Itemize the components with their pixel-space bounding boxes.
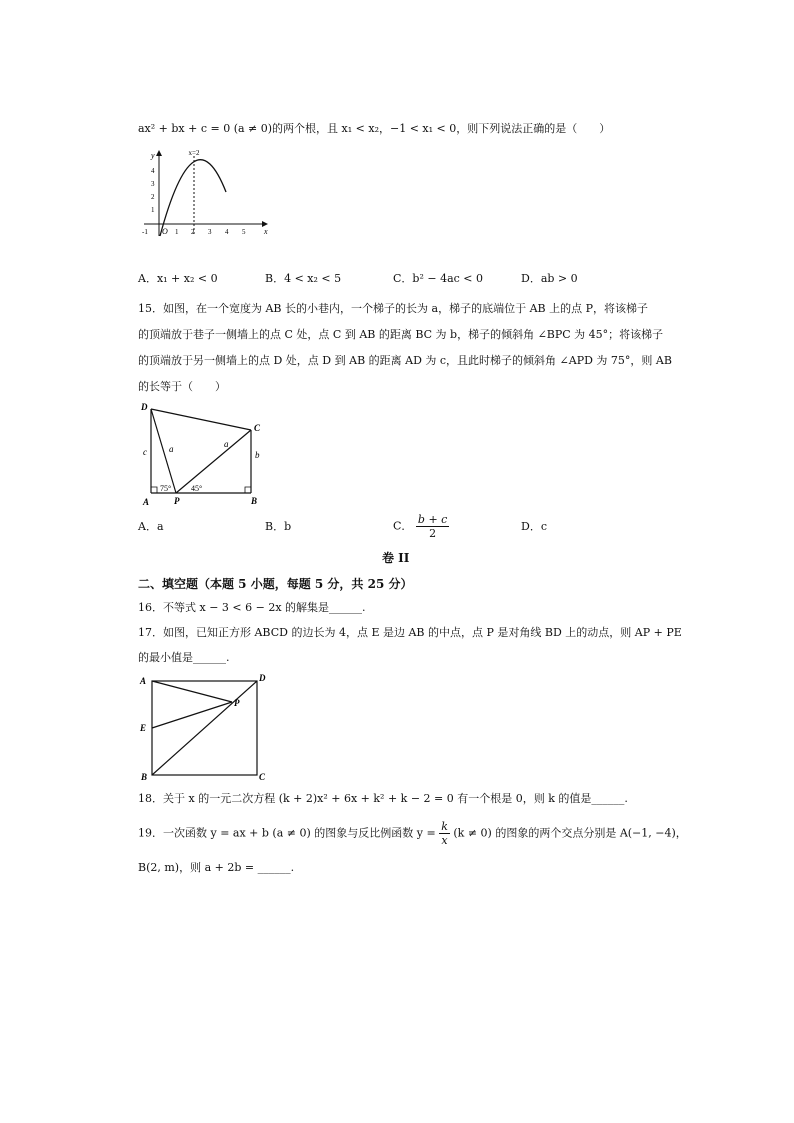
q14-y-label: y — [151, 151, 155, 160]
q15-label-d: D — [141, 402, 148, 412]
q15-option-a: A．a — [138, 520, 164, 533]
q14-x-tick: 1 — [175, 228, 179, 236]
q14-parabola-graph — [140, 148, 270, 238]
q14-origin-label: O — [162, 227, 168, 236]
q19-fraction-numerator: k — [441, 820, 448, 833]
q15-line-1: 15．如图，在一个宽度为 AB 长的小巷内，一个梯子的长为 a，梯子的底端位于 AB 上的点 P，将该梯子 — [138, 302, 648, 315]
q17-label-a: A — [140, 676, 147, 686]
q17-square-figure — [138, 672, 273, 782]
q14-y-tick: 3 — [151, 180, 155, 188]
q14-x-tick: 3 — [208, 228, 212, 236]
q15-ladder-figure — [138, 402, 278, 507]
q14-axis-line-label: x=2 — [188, 149, 200, 157]
q14-x-tick: 5 — [242, 228, 246, 236]
q17-label-d: D — [259, 673, 266, 683]
q15-angle-75: 75° — [160, 484, 172, 493]
q17-label-c: C — [259, 772, 266, 782]
q19-line-1 — [138, 820, 687, 847]
q14-option-a: A．x₁ + x₂ < 0 — [138, 272, 218, 285]
q14-y-tick: 2 — [151, 193, 155, 201]
q19-fraction — [439, 820, 450, 847]
q14-option-b: B．4 < x₂ < 5 — [265, 272, 342, 285]
q14-y-tick: 4 — [151, 167, 155, 175]
section-heading: 二、填空题（本题 5 小题，每题 5 分，共 25 分） — [138, 577, 413, 591]
q15-label-c: C — [254, 423, 261, 433]
q14-x-label: x — [264, 227, 268, 236]
q15-label-a: A — [143, 497, 150, 507]
q15-option-c-fraction — [416, 513, 449, 540]
q14-option-c: C．b² − 4ac < 0 — [393, 272, 484, 285]
q15-label-a-right: a — [224, 439, 229, 449]
q17-line-1: 17．如图，已知正方形 ABCD 的边长为 4，点 E 是边 AB 的中点，点 P 是对角线 BD 上的动点，则 AP + PE — [138, 626, 682, 639]
q17-label-b: B — [141, 772, 148, 782]
q15-angle-45: 45° — [191, 484, 203, 493]
q19-line-1-part-a: 19．一次函数 y = ax + b (a ≠ 0) 的图象与反比例函数 y = — [138, 826, 436, 840]
volume-title: 卷 II — [382, 551, 410, 565]
q15-label-c-side: c — [143, 447, 147, 457]
q19-line-1-part-b: (k ≠ 0) 的图象的两个交点分别是 A(−1, −4)， — [453, 826, 687, 840]
q14-x-tick: 2 — [191, 228, 195, 236]
q15-option-b: B．b — [265, 520, 292, 533]
q14-x-tick: -1 — [142, 228, 148, 236]
q15-line-3: 的顶端放于另一侧墙上的点 D 处，点 D 到 AB 的距离 AD 为 c，且此时梯子的倾斜角 ∠APD 为 75°，则 AB — [138, 354, 672, 367]
q19-fraction-denominator: x — [441, 834, 448, 847]
q15-label-a-left: a — [169, 444, 174, 454]
q14-x-tick: 4 — [225, 228, 229, 236]
q15-label-b-side: b — [255, 450, 260, 460]
q19-line-2: B(2, m)，则 a + 2b = ______. — [138, 861, 295, 874]
q15-option-c-denominator: 2 — [429, 527, 437, 540]
q15-label-b: B — [251, 496, 258, 506]
q15-option-c — [393, 513, 449, 540]
q15-option-d: D．c — [521, 520, 547, 533]
q14-stem: ax² + bx + c = 0 (a ≠ 0)的两个根，且 x₁ < x₂，−1 < x₁ < 0，则下列说法正确的是（ ） — [138, 122, 611, 135]
q14-option-d: D．ab > 0 — [521, 272, 578, 285]
q15-line-4: 的长等于（ ） — [138, 380, 226, 393]
q15-label-p: P — [174, 496, 180, 506]
q15-option-c-numerator: b + c — [417, 513, 448, 526]
q18-text: 18．关于 x 的一元二次方程 (k + 2)x² + 6x + k² + k − 2 = 0 有一个根是 0，则 k 的值是______. — [138, 792, 628, 805]
q14-y-tick: 1 — [151, 206, 155, 214]
q17-line-2: 的最小值是______. — [138, 651, 230, 664]
q17-label-e: E — [140, 723, 147, 733]
q15-option-c-prefix: C． — [393, 519, 413, 533]
q17-label-p: P — [234, 698, 240, 708]
q16-text: 16．不等式 x − 3 < 6 − 2x 的解集是______. — [138, 601, 366, 614]
q15-line-2: 的顶端放于巷子一侧墙上的点 C 处，点 C 到 AB 的距离 BC 为 b，梯子的倾斜角 ∠BPC 为 45°；将该梯子 — [138, 328, 664, 341]
